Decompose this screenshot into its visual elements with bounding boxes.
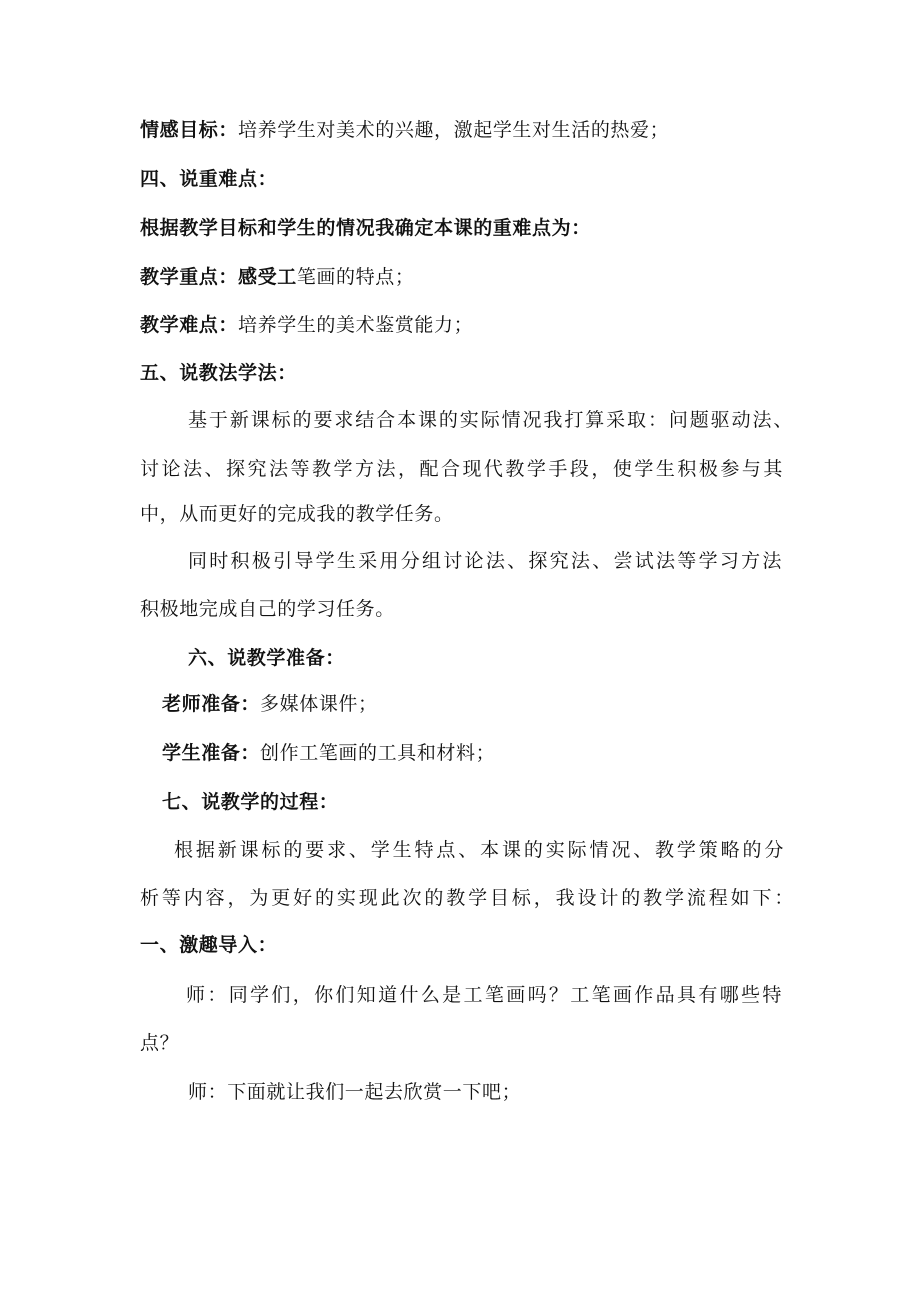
heading-teaching-methods: 五、说教法学法： — [140, 362, 297, 384]
teacher-preparation-text: 多媒体课件； — [260, 693, 378, 715]
teacher-preparation-label: 老师准备： — [162, 693, 261, 715]
teaching-difficult-point-label: 教学难点： — [140, 314, 239, 336]
emotion-goal-text: 培养学生对美术的兴趣，激起学生对生活的热爱； — [238, 119, 670, 141]
methods-paragraph-line: 讨论法、探究法等教学方法，配合现代教学手段，使学生积极参与其 — [140, 458, 783, 480]
teacher-question-line: 点？ — [140, 1032, 180, 1054]
process-paragraph-line: 根据新课标的要求、学生特点、本课的实际情况、教学策略的分 — [174, 839, 784, 861]
emotion-goal-label: 情感目标： — [140, 119, 239, 141]
key-points-intro: 根据教学目标和学生的情况我确定本课的重难点为： — [140, 217, 591, 239]
teacher-preparation-line — [162, 692, 378, 716]
learning-methods-paragraph-line: 积极地完成自己的学习任务。 — [140, 598, 395, 620]
heading-interest-introduction: 一、激趣导入： — [140, 934, 278, 956]
heading-teaching-preparation: 六、说教学准备： — [188, 647, 345, 669]
teacher-statement-line: 师：下面就让我们一起去欣赏一下吧； — [188, 1081, 522, 1103]
teaching-difficult-point-text: 培养学生的美术鉴赏能力； — [238, 314, 474, 336]
heading-key-difficult-points: 四、说重难点： — [140, 168, 278, 190]
teaching-key-point-label: 教学重点：感受工 — [140, 266, 297, 288]
teaching-key-point-text: 笔画的特点； — [296, 266, 415, 288]
student-preparation-text: 创作工笔画的工具和材料； — [260, 742, 496, 764]
teacher-question-line: 师：同学们，你们知道什么是工笔画吗？工笔画作品具有哪些特 — [186, 984, 782, 1006]
emotion-goal-line — [140, 118, 669, 142]
methods-paragraph-line: 中，从而更好的完成我的教学任务。 — [140, 503, 454, 525]
methods-paragraph-line: 基于新课标的要求结合本课的实际情况我打算采取：问题驱动法、 — [188, 409, 793, 431]
teaching-key-point-line — [140, 265, 414, 289]
student-preparation-label: 学生准备： — [162, 742, 261, 764]
process-paragraph-line: 析等内容，为更好的实现此次的教学目标，我设计的教学流程如下： — [140, 887, 794, 909]
heading-teaching-process: 七、说教学的过程： — [162, 791, 339, 813]
learning-methods-paragraph-line: 同时积极引导学生采用分组讨论法、探究法、尝试法等学习方法 — [188, 550, 782, 572]
student-preparation-line — [162, 741, 495, 765]
teaching-difficult-point-line — [140, 313, 473, 337]
